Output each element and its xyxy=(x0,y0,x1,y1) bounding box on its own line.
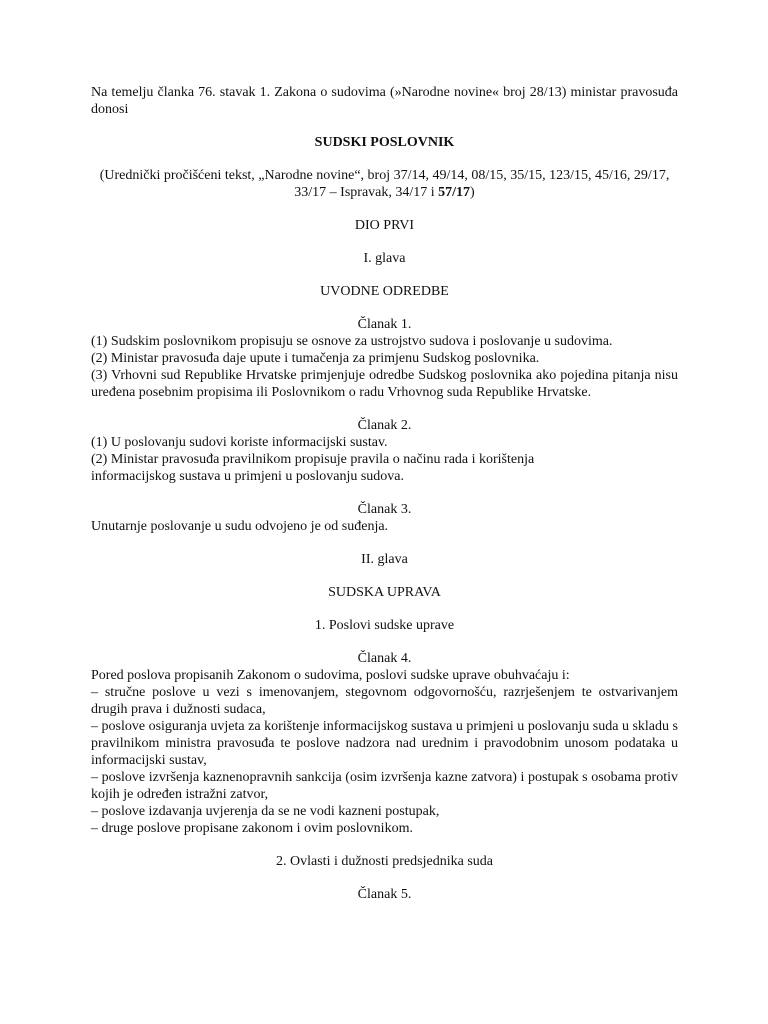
article-4-heading: Članak 4. xyxy=(357,651,412,666)
chapter1-title: UVODNE ODREDBE xyxy=(320,284,449,299)
article-4-paragraph: Pored poslova propisanih Zakonom o sudovima, poslovi sudske uprave obuhvaćaju i: xyxy=(91,668,570,683)
article-1-paragraph: (2) Ministar pravosuđa daje upute i tumačenja za primjenu Sudskog poslovnika. xyxy=(91,351,540,366)
article-4-list-item: – poslove izvršenja kaznenopravnih sankcija (osim izvršenja kazne zatvora) i postupak s osobama protiv kojih je određen istražni zatvor, xyxy=(91,770,678,802)
article-1-paragraph: (1) Sudskim poslovnikom propisuju se osnove za ustrojstvo sudova i poslovanje u sudovima. xyxy=(91,334,613,349)
document-title: SUDSKI POSLOVNIK xyxy=(314,135,455,150)
intro-paragraph: Na temelju članka 76. stavak 1. Zakona o sudovima (»Narodne novine« broj 28/13) ministar pravosuđa donosi xyxy=(91,85,678,117)
article-1-heading: Članak 1. xyxy=(357,317,412,332)
article-4-list-item: – poslove osiguranja uvjeta za korištenje informacijskog sustava u primjeni u poslovanju suda u skladu s pravilnikom ministra pravosuđa te poslove nadzora nad urednim i pravodobnim unosom podataka u informacijski sustav, xyxy=(91,719,678,768)
document-subtitle xyxy=(91,167,678,201)
document-page xyxy=(91,84,678,903)
article-3-paragraph: Unutarnje poslovanje u sudu odvojeno je od suđenja. xyxy=(91,519,389,534)
subtitle-suffix: ) xyxy=(470,185,475,200)
chapter2-heading: II. glava xyxy=(361,552,408,567)
part-heading: DIO PRVI xyxy=(354,218,415,233)
article-1-paragraph: (3) Vrhovni sud Republike Hrvatske primjenjuje odredbe Sudskog poslovnika ako pojedina pitanja nisu uređena posebnim propisima ili Poslovnikom o radu Vrhovnog suda Republike Hrvatske. xyxy=(91,368,678,400)
article-2-heading: Članak 2. xyxy=(357,418,412,433)
article-4-list-item: – druge poslove propisane zakonom i ovim poslovnikom. xyxy=(91,821,413,836)
chapter2-title: SUDSKA UPRAVA xyxy=(328,585,441,600)
subtitle-bold: 57/17 xyxy=(438,185,471,200)
article-3-heading: Članak 3. xyxy=(357,502,412,517)
section-1-heading: 1. Poslovi sudske uprave xyxy=(314,618,455,633)
article-5-heading: Članak 5. xyxy=(357,887,412,902)
subtitle-prefix: (Urednički pročišćeni tekst, „Narodne novine“, broj 37/14, 49/14, 08/15, 35/15, 123/15, 45/16, 29/17, 33/17 – Ispravak, 34/17 i xyxy=(99,168,670,200)
article-4-list-item: – poslove izdavanja uvjerenja da se ne vodi kazneni postupak, xyxy=(91,804,440,819)
article-2-paragraph: (2) Ministar pravosuđa pravilnikom propisuje pravila o načinu rada i korištenja informacijskog sustava u primjeni u poslovanju sudova. xyxy=(91,452,535,484)
chapter1-heading: I. glava xyxy=(363,251,406,266)
article-4-list-item: – stručne poslove u vezi s imenovanjem, stegovnom odgovornošću, razrješenjem te ostvarivanjem drugih prava i dužnosti sudaca, xyxy=(91,685,678,717)
section-2-heading: 2. Ovlasti i dužnosti predsjednika suda xyxy=(276,854,493,869)
article-2-paragraph: (1) U poslovanju sudovi koriste informacijski sustav. xyxy=(91,435,388,450)
